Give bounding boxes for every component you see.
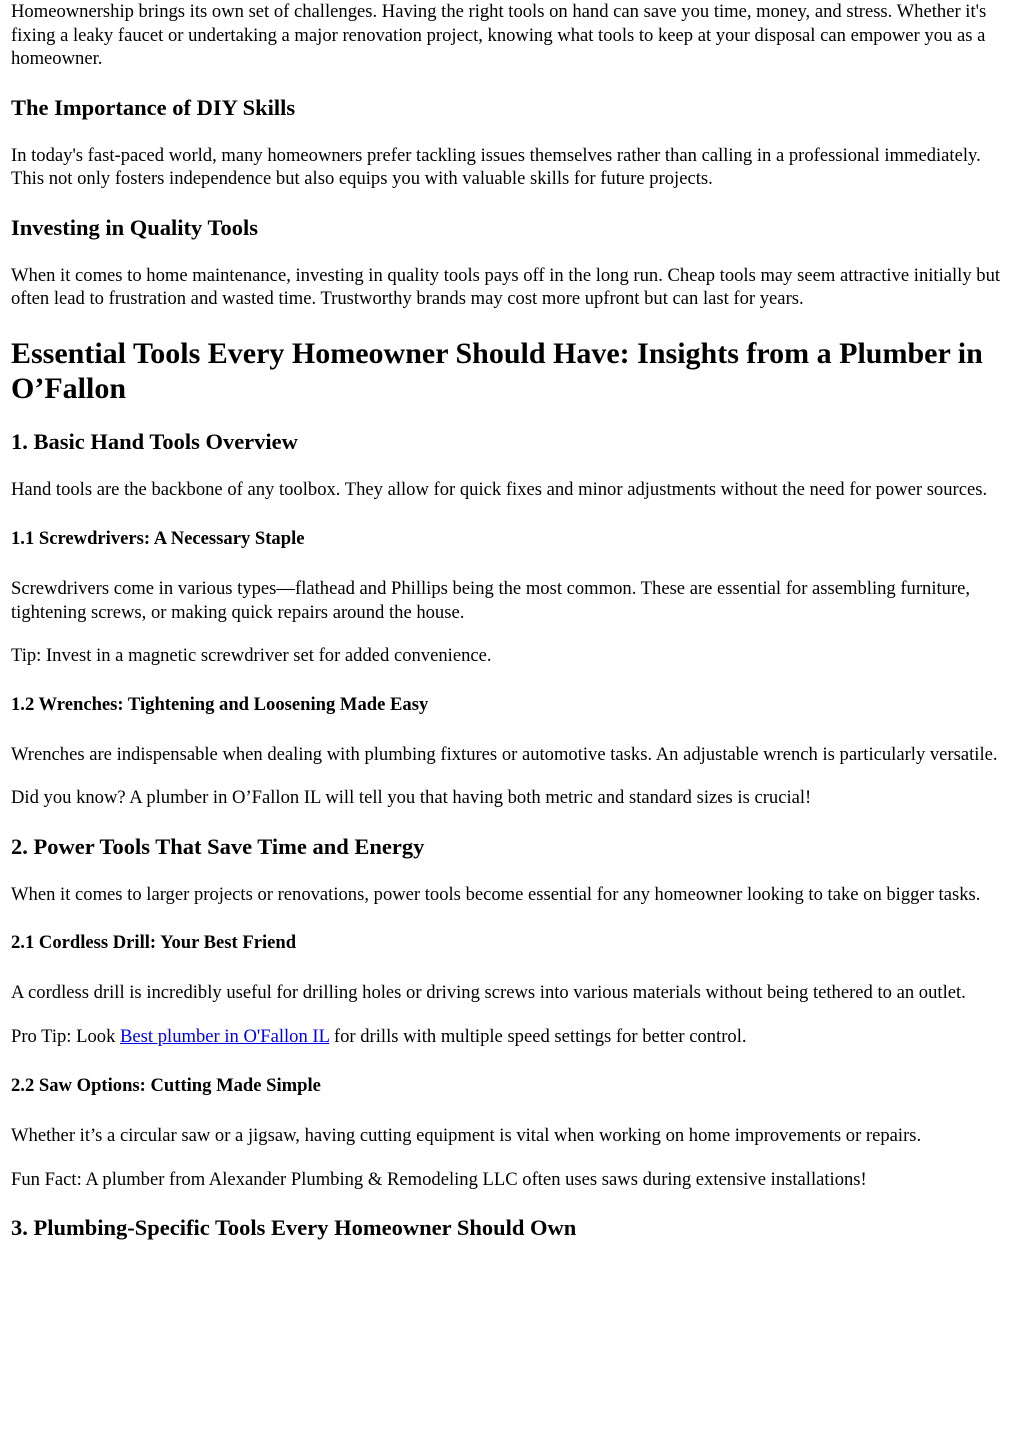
section-2-1-tip-suffix: for drills with multiple speed settings for better control. (329, 1025, 747, 1047)
section-2-1-heading: 2.1 Cordless Drill: Your Best Friend (11, 932, 297, 953)
intro-paragraph: Homeownership brings its own set of challenges. Having the right tools on hand can save you time, money, and stress. Whether it's fixing a leaky faucet or undertaking a major renovation project, knowing what tools to keep at your disposal can empower you as a homeowner. (11, 1, 987, 69)
best-plumber-link[interactable]: Best plumber in O'Fallon IL (120, 1025, 330, 1047)
section-1-2-heading: 1.2 Wrenches: Tightening and Loosening Made Easy (11, 693, 429, 715)
section-1-2-paragraph: Wrenches are indispensable when dealing with plumbing fixtures or automotive tasks. An adjustable wrench is particularly versatile. (11, 743, 998, 765)
section-1-paragraph: Hand tools are the backbone of any toolbox. They allow for quick fixes and minor adjustments without the need for power sources. (11, 478, 988, 500)
section-1-heading: 1. Basic Hand Tools Overview (11, 428, 298, 454)
section-1-1-paragraph: Screwdrivers come in various types—flathead and Phillips being the most common. These are essential for assembling furniture, tightening screws, or making quick repairs around the house. (11, 578, 971, 623)
section-2-1-paragraph: A cordless drill is incredibly useful for drilling holes or driving screws into various materials without being tethered to an outlet. (11, 982, 966, 1003)
diy-heading: The Importance of DIY Skills (11, 94, 296, 120)
section-2-1-tip (11, 1025, 1013, 1049)
section-1-1-heading: 1.1 Screwdrivers: A Necessary Staple (11, 528, 305, 549)
quality-heading: Investing in Quality Tools (11, 214, 258, 240)
section-2-paragraph: When it comes to larger projects or renovations, power tools become essential for any homeowner looking to take on bigger tasks. (11, 883, 981, 905)
section-2-2-tip: Fun Fact: A plumber from Alexander Plumbing & Remodeling LLC often uses saws during extensive installations! (11, 1168, 867, 1190)
section-2-2-heading: 2.2 Saw Options: Cutting Made Simple (11, 1075, 321, 1096)
quality-paragraph: When it comes to home maintenance, investing in quality tools pays off in the long run. Cheap tools may seem attractive initially but often lead to frustration and wasted time. Trustworthy brands may cost more upfront but can last for years. (11, 264, 1001, 309)
section-2-heading: 2. Power Tools That Save Time and Energy (11, 833, 425, 859)
section-1-1-tip: Tip: Invest in a magnetic screwdriver set for added convenience. (11, 645, 492, 666)
page-title: Essential Tools Every Homeowner Should Have: Insights from a Plumber in O’Fallon (11, 336, 983, 405)
section-3-heading: 3. Plumbing-Specific Tools Every Homeowner Should Own (11, 1215, 577, 1240)
section-2-1-tip-prefix: Pro Tip: Look (11, 1025, 121, 1047)
section-2-2-paragraph: Whether it’s a circular saw or a jigsaw, having cutting equipment is vital when working on home improvements or repairs. (11, 1125, 922, 1146)
diy-paragraph: In today's fast-paced world, many homeowners prefer tackling issues themselves rather than calling in a professional immediately. This not only fosters independence but also equips you with valuable skills for future projects. (11, 144, 981, 189)
section-1-2-tip: Did you know? A plumber in O’Fallon IL will tell you that having both metric and standard sizes is crucial! (11, 787, 812, 808)
